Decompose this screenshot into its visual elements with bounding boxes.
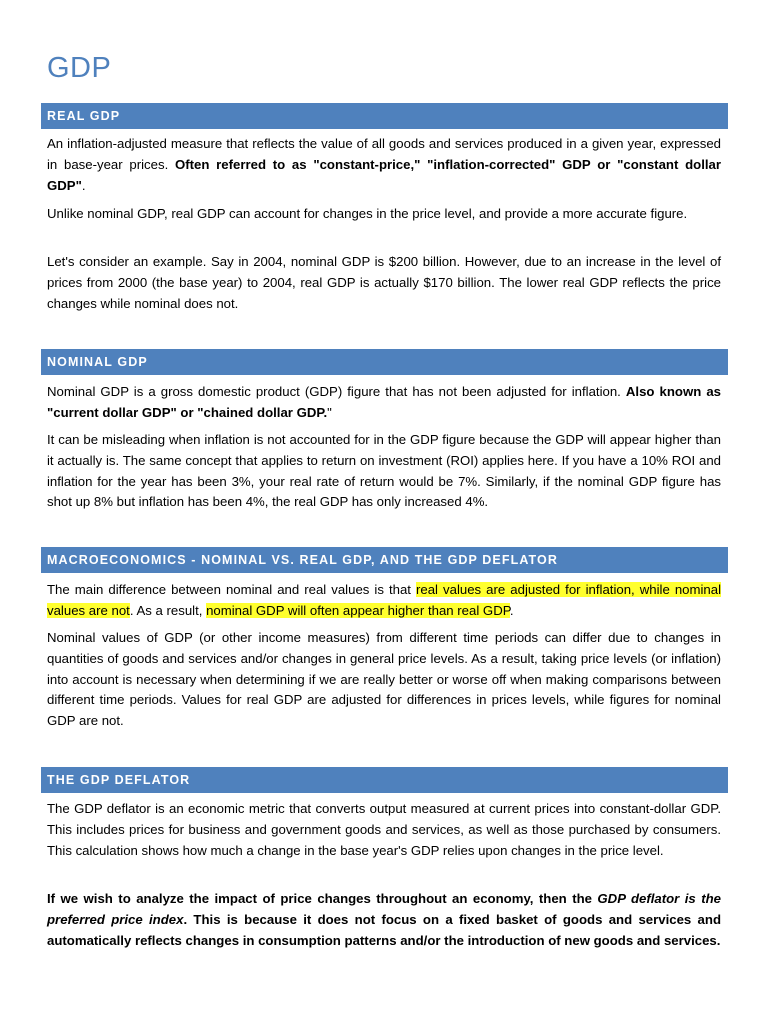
section-heading-macroeconomics: MACROECONOMICS - NOMINAL VS. REAL GDP, AND THE GDP DEFLATOR: [41, 547, 728, 573]
page-title: GDP: [47, 52, 112, 84]
nominal-gdp-paragraph-1: [47, 382, 721, 424]
highlighted-text: real values are adjusted for inflation, while nominal values are not: [47, 582, 722, 618]
text-run: .: [81, 177, 86, 193]
section-heading-nominal-gdp: NOMINAL GDP: [41, 349, 728, 375]
real-gdp-paragraph-2: Unlike nominal GDP, real GDP can account for changes in the price level, and provide a more accurate figure.: [47, 206, 688, 221]
section-heading-real-gdp: REAL GDP: [41, 103, 728, 129]
text-run: The main difference between nominal and real values is that: [47, 582, 416, 597]
text-run: Nominal GDP is a gross domestic product (GDP) figure that has not been adjusted for inflation.: [47, 384, 626, 399]
bold-text: Also known as "current dollar GDP" or "chained dollar GDP.: [47, 384, 721, 420]
real-gdp-paragraph-3: Let's consider an example. Say in 2004, nominal GDP is $200 billion. However, due to an increase in the level of prices from 2000 (the base year) to 2004, real GDP is actually $170 billion. The lower real GDP reflects the price changes while nominal does not.: [47, 254, 721, 311]
text-run: If we wish to analyze the impact of price changes throughout an economy, then the: [47, 891, 598, 906]
bold-text: Often referred to as "constant-price," "inflation-corrected" GDP or "constant dollar GDP": [47, 156, 721, 193]
text-run: .: [509, 602, 514, 618]
deflator-paragraph-1: The GDP deflator is an economic metric that converts output measured at current prices into constant-dollar GDP. This includes prices for business and government goods and services, as well as those purchased by consumers. This calculation shows how much a change in the base year's GDP relies upon changes in the price level.: [47, 801, 721, 858]
highlighted-text: nominal GDP will often appear higher than real GDP: [206, 602, 510, 618]
deflator-paragraph-2: [47, 889, 721, 951]
macro-paragraph-2: Nominal values of GDP (or other income measures) from different time periods can differ due to changes in quantities of goods and services and/or changes in general price levels. As a result, taking price levels (or inflation) into account is necessary when determining if we are really better or worse off when making comparisons between different time periods. Values for real GDP are adjusted for differences in prices levels, while figures for nominal GDP are not.: [47, 630, 721, 729]
italic-text: GDP deflator is the preferred price index: [47, 891, 721, 927]
nominal-gdp-paragraph-2: It can be misleading when inflation is not accounted for in the GDP figure because the GDP will appear higher than it actually is. The same concept that applies to return on investment (ROI) applies here. If you have a 10% ROI and inflation for the year has been 3%, your real rate of return would be 7%. Similarly, if the nominal GDP figure has shot up 8% but inflation has been 4%, the real GDP has only increased 4%.: [47, 432, 721, 510]
text-run: An inflation-adjusted measure that reflects the value of all goods and services produced in a given year, expressed in base-year prices.: [47, 136, 721, 172]
real-gdp-paragraph-1: [47, 134, 721, 196]
text-run: . This is because it does not focus on a fixed basket of goods and services and automatically reflects changes in consumption patterns and/or the introduction of new goods and services.: [47, 911, 721, 948]
macro-paragraph-1: [47, 580, 721, 622]
section-heading-gdp-deflator: THE GDP DEFLATOR: [41, 767, 728, 793]
text-run: ": [327, 404, 332, 420]
text-run: . As a result,: [129, 602, 207, 618]
